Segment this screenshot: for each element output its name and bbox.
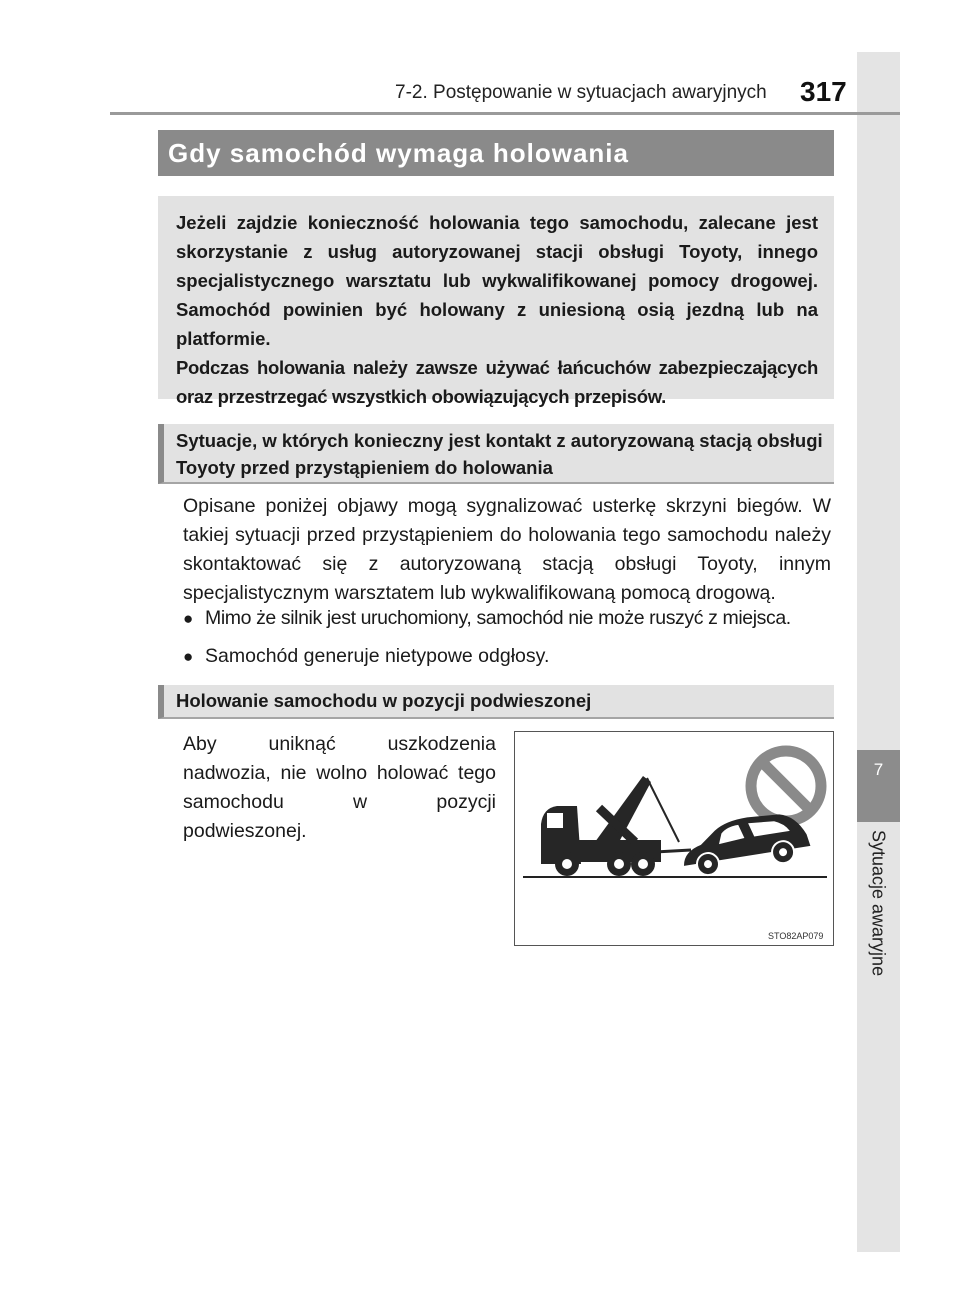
list-item-text: Samochód generuje nietypowe odgłosy. — [205, 645, 550, 667]
intro-paragraph: Jeżeli zajdzie konieczność holowania tego samochodu, zalecane jest skorzystanie z usług autoryzowanej stacji obsługi Toyoty, innego specjalistycznego warsztatu lub wykwalifikowanej pomocy drogowej. Samochód powinien być holowany z uniesioną osią jezdną lub na platformie. — [176, 212, 818, 349]
intro-paragraph-safety: Podczas holowania należy zawsze używać łańcuchów zabezpieczających oraz przestrzegać wszystkich obowiązujących przepisów. — [176, 357, 818, 407]
header-divider — [110, 112, 900, 115]
page-number: 317 — [800, 76, 847, 107]
page-title: Gdy samochód wymaga holowania — [168, 138, 629, 168]
header-section-title: 7-2. Postępowanie w sytuacjach awaryjnych — [395, 82, 767, 103]
list-item — [183, 604, 791, 633]
tow-truck-illustration — [514, 731, 834, 946]
image-reference-code: STO82AP079 — [768, 931, 824, 941]
chapter-number: 7 — [873, 760, 884, 779]
section-body-text: Opisane poniżej objawy mogą sygnalizować usterkę skrzyni biegów. W takiej sytuacji przed przystąpieniem do holowania tego samochodu należy skontaktować się z autoryzowaną stacją obsługi Toyoty, innym specjalistycznym warsztatem lub wykwalifikowaną pomocą drogową. — [183, 495, 831, 604]
chapter-title: Sytuacje awaryjne — [868, 830, 889, 977]
page-title-bar — [158, 130, 834, 176]
section-heading-dealer-contact: Sytuacje, w których konieczny jest kontakt z autoryzowaną stacją obsługi Toyoty przed przystąpieniem do holowania — [158, 424, 834, 484]
bullet-icon: ● — [183, 647, 194, 666]
bullet-icon: ● — [183, 609, 193, 628]
section-heading-suspended-towing: Holowanie samochodu w pozycji podwieszonej — [158, 685, 834, 719]
list-item-text: Mimo że silnik jest uruchomiony, samochód nie może ruszyć z miejsca. — [205, 607, 791, 629]
tow-truck-prohibited-icon — [515, 732, 833, 945]
list-item — [183, 642, 549, 671]
chapter-sidebar — [857, 52, 900, 1252]
intro-box — [158, 196, 834, 407]
towing-warning-text: Aby uniknąć uszkodzenia nadwozia, nie wolno holować tego samochodu w pozycji podwieszonej. — [183, 733, 496, 842]
